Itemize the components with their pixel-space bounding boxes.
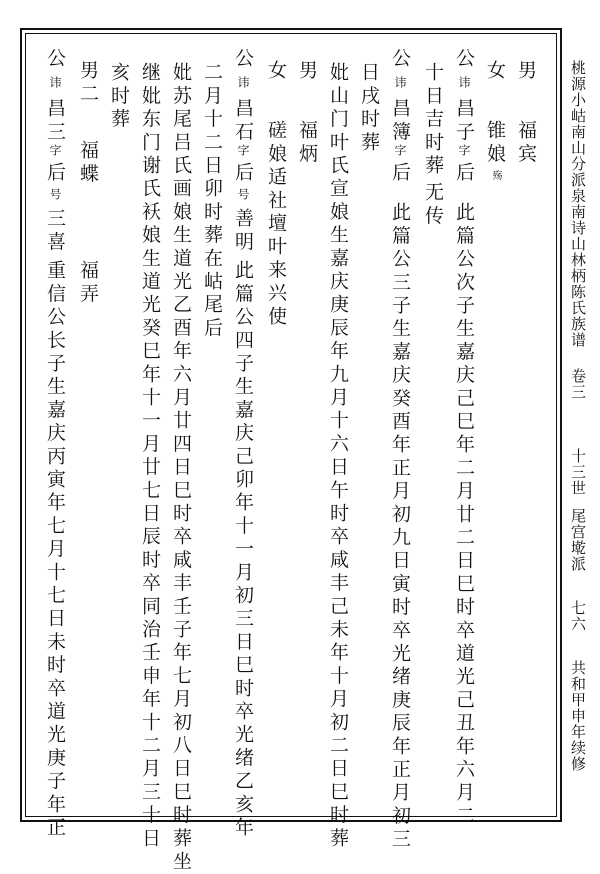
- text-column: [386, 40, 414, 852]
- text-column: [324, 40, 352, 851]
- book-title: 桃源小岵南山分派泉南诗山林柄陈氏族谱: [569, 60, 587, 348]
- annotation-text: 字: [236, 144, 250, 157]
- text-column: [419, 40, 447, 810]
- column-text: 昌石: [232, 98, 254, 145]
- column-text: 女: [265, 60, 287, 84]
- page-number: 七六: [569, 600, 587, 632]
- text-column: [481, 40, 509, 810]
- column-text: 日戌时葬: [358, 62, 380, 155]
- column-text: 昌子: [453, 98, 475, 145]
- column-text: 公: [232, 48, 254, 72]
- text-column: [105, 40, 133, 810]
- text-column: [355, 40, 383, 810]
- branch-label: 尾宫墘派: [569, 508, 587, 572]
- column-text: 妣苏尾吕氏画娘生道光乙酉年六月廿四日巳时卒咸丰壬子年七月初八日巳时葬坐: [170, 62, 192, 874]
- column-text: 二月十二日卯时葬在岵尾后: [201, 62, 223, 341]
- column-text: 重信公长子生嘉庆丙寅年七月十七日未时卒道光庚子年正: [44, 260, 66, 840]
- column-text: 女: [484, 60, 506, 84]
- column-text: 三喜: [44, 208, 66, 255]
- text-column: [229, 40, 257, 840]
- column-text: 公: [453, 48, 475, 72]
- column-text: 锥娘: [484, 120, 506, 167]
- text-column: [512, 40, 540, 810]
- text-column: [74, 40, 102, 810]
- annotation-text: 号: [48, 188, 62, 201]
- annotation-text: 号: [236, 188, 250, 201]
- column-text: 妣山门叶氏宣娘生嘉庆庚辰年九月十六日午时卒咸丰己未年十月初二日巳时葬: [327, 62, 349, 851]
- column-text: 昌三: [44, 98, 66, 145]
- column-text: 福宾: [515, 120, 537, 167]
- column-text: 继妣东门谢氏袄娘生道光癸巳年十一月廿七日辰时卒同治壬申年十二月三十日: [139, 62, 161, 851]
- column-text: 亥时葬: [108, 62, 130, 132]
- column-text: 福蝶: [77, 140, 99, 187]
- column-text: 公: [44, 48, 66, 72]
- column-text: 后: [389, 162, 411, 186]
- text-column: [293, 40, 321, 810]
- text-column: [262, 40, 290, 810]
- annotation-text: 字: [457, 144, 471, 157]
- column-text: 公: [389, 48, 411, 72]
- text-column: [136, 40, 164, 851]
- column-text: 男二: [77, 60, 99, 107]
- column-text: 此篇公三子生嘉庆癸酉年正月初九日寅时卒光绪庚辰年正月初三: [389, 202, 411, 852]
- generation-label: 十三世: [569, 448, 587, 496]
- annotation-text: 讳: [236, 76, 250, 89]
- annotation-text: 字: [393, 144, 407, 157]
- text-column: [41, 40, 69, 840]
- text-column: [167, 40, 195, 874]
- text-column: [450, 40, 478, 829]
- text-column: [198, 40, 226, 810]
- column-text: 此篇公四子生嘉庆己卯年十一月初三日巳时卒光绪乙亥年: [232, 260, 254, 840]
- column-text: 男: [296, 60, 318, 84]
- column-text: 后: [44, 162, 66, 186]
- column-text: 磋娘适社壇叶来兴使: [265, 120, 287, 329]
- column-text: 无传: [422, 182, 444, 229]
- column-text: 男: [515, 60, 537, 84]
- column-text: 十日吉时葬: [422, 62, 444, 178]
- column-text: 昌簿: [389, 98, 411, 145]
- column-text: 福弄: [77, 260, 99, 307]
- annotation-text: 字: [48, 144, 62, 157]
- column-text: 后: [453, 162, 475, 186]
- annotation-text: 讳: [48, 76, 62, 89]
- column-text: 此篇公次子生嘉庆己巳年二月廿二日巳时卒道光己丑年六月二: [453, 202, 475, 829]
- column-text: 善明: [232, 208, 254, 255]
- column-text: 福炳: [296, 120, 318, 167]
- annotation-text: 殇: [490, 170, 501, 180]
- annotation-text: 讳: [393, 76, 407, 89]
- annotation-text: 讳: [457, 76, 471, 89]
- edition-note: 共和甲申年续修: [569, 660, 587, 772]
- volume-label: 卷三: [569, 368, 587, 400]
- running-header: [566, 60, 590, 820]
- column-text: 后: [232, 162, 254, 186]
